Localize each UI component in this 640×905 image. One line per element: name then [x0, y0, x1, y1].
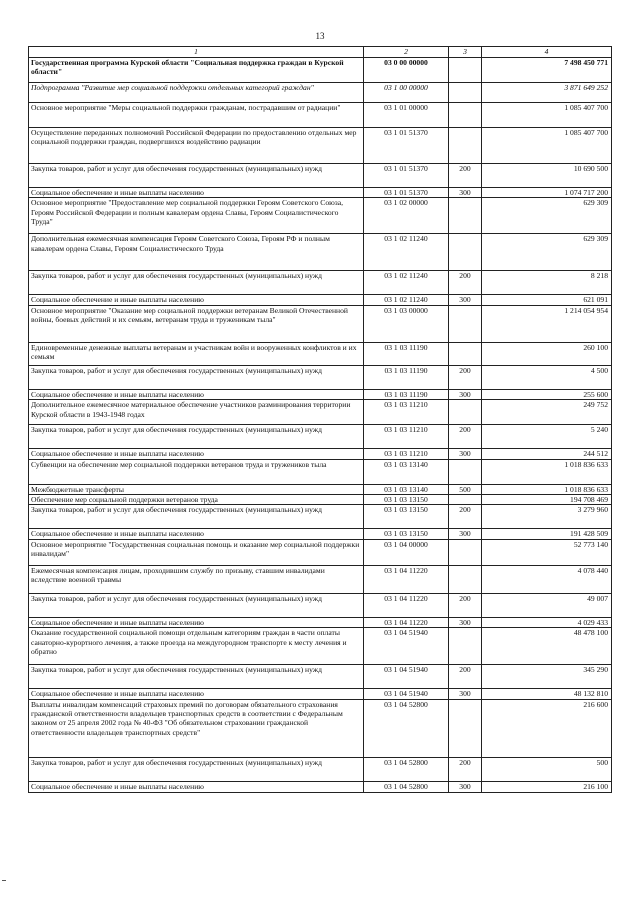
row-name-cell: Субвенции на обеспечение мер социальной поддержки ветеранов труда и тружеников тыла	[29, 459, 364, 484]
table-row	[29, 505, 612, 529]
table-row	[29, 529, 612, 539]
row-name-cell: Основное мероприятие "Меры социальной поддержки гражданам, пострадавшим от радиации"	[29, 103, 364, 128]
row-expense-type-cell	[449, 400, 482, 425]
row-amount-cell: 48 132 810	[482, 689, 612, 699]
row-expense-type-cell: 300	[449, 188, 482, 198]
row-amount-cell: 52 773 140	[482, 539, 612, 565]
row-name-cell: Закупка товаров, работ и услуг для обеспечения государственных (муниципальных) нужд	[29, 593, 364, 617]
column-header: 2	[364, 47, 449, 58]
table-row	[29, 425, 612, 449]
row-expense-type-cell: 200	[449, 164, 482, 188]
row-name-cell: Выплаты инвалидам компенсаций страховых премий по договорам обязательного страхования гражданской ответственности владельцев транспортных средств в соответствии с Федеральным законом от 25 апреля 2002 года № 40-ФЗ "Об обязательном страховании гражданской ответственности владельцев транспортных средств"	[29, 699, 364, 757]
row-amount-cell: 4 078 440	[482, 565, 612, 593]
row-code-cell: 03 1 02 11240	[364, 271, 449, 295]
row-amount-cell: 7 498 450 771	[482, 58, 612, 83]
row-amount-cell: 255 600	[482, 389, 612, 399]
row-amount-cell: 5 240	[482, 425, 612, 449]
row-amount-cell: 1 085 407 700	[482, 128, 612, 164]
row-amount-cell: 194 708 469	[482, 495, 612, 505]
row-code-cell: 03 1 03 11190	[364, 342, 449, 365]
row-amount-cell: 8 218	[482, 271, 612, 295]
row-expense-type-cell	[449, 342, 482, 365]
row-name-cell: Ежемесячная компенсация лицам, проходившим службу по призыву, ставшим инвалидами вследствие военной травмы	[29, 565, 364, 593]
row-expense-type-cell	[449, 565, 482, 593]
row-expense-type-cell: 200	[449, 665, 482, 689]
row-amount-cell: 1 074 717 200	[482, 188, 612, 198]
row-code-cell: 03 1 04 11220	[364, 617, 449, 627]
table-row	[29, 188, 612, 198]
row-name-cell: Основное мероприятие "Государственная социальная помощь и оказание мер социальной поддержки инвалидам"	[29, 539, 364, 565]
row-amount-cell: 260 100	[482, 342, 612, 365]
row-name-cell: Дополнительная ежемесячная компенсация Героям Советского Союза, Героям РФ и полным кавалерам ордена Славы, Героям Социалистического Труда	[29, 234, 364, 271]
row-code-cell: 03 1 02 11240	[364, 295, 449, 305]
row-expense-type-cell: 200	[449, 365, 482, 389]
row-name-cell: Единовременные денежные выплаты ветеранам и участникам войн и вооруженных конфликтов и их семьям	[29, 342, 364, 365]
table-row	[29, 539, 612, 565]
row-amount-cell: 1 214 054 954	[482, 305, 612, 342]
row-amount-cell: 1 018 836 633	[482, 484, 612, 494]
row-expense-type-cell	[449, 128, 482, 164]
column-header: 3	[449, 47, 482, 58]
row-code-cell: 03 1 03 11190	[364, 365, 449, 389]
table-row	[29, 699, 612, 757]
table-row	[29, 665, 612, 689]
row-code-cell: 03 1 03 11190	[364, 389, 449, 399]
scan-margin-mark	[2, 880, 6, 881]
row-expense-type-cell: 200	[449, 425, 482, 449]
row-expense-type-cell: 200	[449, 593, 482, 617]
row-amount-cell: 629 309	[482, 198, 612, 234]
row-expense-type-cell: 300	[449, 781, 482, 792]
row-name-cell: Закупка товаров, работ и услуг для обеспечения государственных (муниципальных) нужд	[29, 164, 364, 188]
table-row	[29, 198, 612, 234]
row-code-cell: 03 1 03 13150	[364, 529, 449, 539]
row-code-cell: 03 1 01 00000	[364, 103, 449, 128]
row-amount-cell: 216 600	[482, 699, 612, 757]
row-name-cell: Межбюджетные трансферты	[29, 484, 364, 494]
row-amount-cell: 216 100	[482, 781, 612, 792]
table-row	[29, 365, 612, 389]
row-amount-cell: 244 512	[482, 449, 612, 459]
row-name-cell: Оказание государственной социальной помощи отдельным категориям граждан в части оплаты санаторно-курортного лечения, а также проезда на междугородном транспорте к месту лечения и обратно	[29, 628, 364, 665]
row-amount-cell: 621 091	[482, 295, 612, 305]
table-row	[29, 295, 612, 305]
row-code-cell: 03 1 03 11210	[364, 449, 449, 459]
table-row	[29, 781, 612, 792]
row-name-cell: Закупка товаров, работ и услуг для обеспечения государственных (муниципальных) нужд	[29, 271, 364, 295]
row-code-cell: 03 1 00 00000	[364, 83, 449, 103]
row-code-cell: 03 1 04 51940	[364, 665, 449, 689]
row-amount-cell: 345 290	[482, 665, 612, 689]
table-row	[29, 103, 612, 128]
table-row	[29, 449, 612, 459]
row-name-cell: Подпрограмма "Развитие мер социальной поддержки отдельных категорий граждан"	[29, 83, 364, 103]
row-expense-type-cell	[449, 699, 482, 757]
row-name-cell: Закупка товаров, работ и услуг для обеспечения государственных (муниципальных) нужд	[29, 425, 364, 449]
row-code-cell: 03 1 03 13140	[364, 484, 449, 494]
row-amount-cell: 629 309	[482, 234, 612, 271]
row-name-cell: Социальное обеспечение и иные выплаты населению	[29, 617, 364, 627]
row-name-cell: Социальное обеспечение и иные выплаты населению	[29, 295, 364, 305]
table-row	[29, 565, 612, 593]
row-code-cell: 03 1 04 52800	[364, 757, 449, 781]
table-row	[29, 459, 612, 484]
row-amount-cell: 48 478 100	[482, 628, 612, 665]
table-row	[29, 305, 612, 342]
row-expense-type-cell	[449, 103, 482, 128]
row-code-cell: 03 1 04 51940	[364, 689, 449, 699]
row-code-cell: 03 1 02 00000	[364, 198, 449, 234]
row-amount-cell: 4 029 433	[482, 617, 612, 627]
row-expense-type-cell: 300	[449, 529, 482, 539]
row-name-cell: Закупка товаров, работ и услуг для обеспечения государственных (муниципальных) нужд	[29, 365, 364, 389]
row-expense-type-cell: 300	[449, 295, 482, 305]
row-amount-cell: 49 007	[482, 593, 612, 617]
row-expense-type-cell	[449, 198, 482, 234]
row-name-cell: Основное мероприятие "Оказание мер социальной поддержки ветеранам Великой Отечественной войны, боевых действий и их семьям, ветеранам труда и труженикам тыла"	[29, 305, 364, 342]
table-row	[29, 342, 612, 365]
row-expense-type-cell	[449, 83, 482, 103]
row-amount-cell: 3 871 649 252	[482, 83, 612, 103]
row-expense-type-cell	[449, 628, 482, 665]
row-expense-type-cell: 300	[449, 689, 482, 699]
table-row	[29, 58, 612, 83]
row-expense-type-cell: 500	[449, 484, 482, 494]
table-row	[29, 593, 612, 617]
row-name-cell: Закупка товаров, работ и услуг для обеспечения государственных (муниципальных) нужд	[29, 665, 364, 689]
row-expense-type-cell: 300	[449, 449, 482, 459]
row-amount-cell: 191 428 509	[482, 529, 612, 539]
row-code-cell: 03 1 03 11210	[364, 425, 449, 449]
row-expense-type-cell	[449, 305, 482, 342]
row-name-cell: Социальное обеспечение и иные выплаты населению	[29, 689, 364, 699]
budget-table	[28, 46, 612, 793]
row-code-cell: 03 1 02 11240	[364, 234, 449, 271]
table-row	[29, 389, 612, 399]
row-name-cell: Дополнительное ежемесячное материальное обеспечение участников разминирования территории Курской области в 1943-1948 годах	[29, 400, 364, 425]
column-header: 4	[482, 47, 612, 58]
row-amount-cell: 500	[482, 757, 612, 781]
row-name-cell: Социальное обеспечение и иные выплаты населению	[29, 389, 364, 399]
row-expense-type-cell	[449, 58, 482, 83]
row-expense-type-cell	[449, 495, 482, 505]
row-expense-type-cell: 300	[449, 389, 482, 399]
table-row	[29, 400, 612, 425]
row-name-cell: Закупка товаров, работ и услуг для обеспечения государственных (муниципальных) нужд	[29, 757, 364, 781]
row-code-cell: 03 0 00 00000	[364, 58, 449, 83]
page-number: 13	[315, 31, 325, 41]
row-expense-type-cell: 200	[449, 757, 482, 781]
row-code-cell: 03 1 01 51370	[364, 128, 449, 164]
table-row	[29, 234, 612, 271]
row-code-cell: 03 1 01 51370	[364, 188, 449, 198]
row-amount-cell: 249 752	[482, 400, 612, 425]
row-code-cell: 03 1 04 52800	[364, 781, 449, 792]
row-code-cell: 03 1 03 13150	[364, 505, 449, 529]
row-expense-type-cell	[449, 234, 482, 271]
row-name-cell: Социальное обеспечение и иные выплаты населению	[29, 449, 364, 459]
row-name-cell: Основное мероприятие "Предоставление мер социальной поддержки Героям Советского Союза, Героям Российской Федерации и полным кавалерам ордена Славы, Героям Социалистического Труда"	[29, 198, 364, 234]
row-expense-type-cell	[449, 459, 482, 484]
row-amount-cell: 1 018 836 633	[482, 459, 612, 484]
row-code-cell: 03 1 03 13150	[364, 495, 449, 505]
row-name-cell: Социальное обеспечение и иные выплаты населению	[29, 188, 364, 198]
row-amount-cell: 1 085 407 700	[482, 103, 612, 128]
column-header: 1	[29, 47, 364, 58]
row-code-cell: 03 1 03 00000	[364, 305, 449, 342]
row-code-cell: 03 1 04 00000	[364, 539, 449, 565]
table-row	[29, 617, 612, 627]
row-code-cell: 03 1 04 52800	[364, 699, 449, 757]
row-amount-cell: 10 690 500	[482, 164, 612, 188]
row-code-cell: 03 1 04 11220	[364, 593, 449, 617]
table-row	[29, 271, 612, 295]
row-amount-cell: 4 500	[482, 365, 612, 389]
table-header-row	[29, 47, 612, 58]
table-row	[29, 628, 612, 665]
table-row	[29, 83, 612, 103]
table-row	[29, 128, 612, 164]
row-amount-cell: 3 279 960	[482, 505, 612, 529]
row-name-cell: Социальное обеспечение и иные выплаты населению	[29, 781, 364, 792]
row-code-cell: 03 1 01 51370	[364, 164, 449, 188]
row-name-cell: Социальное обеспечение и иные выплаты населению	[29, 529, 364, 539]
row-expense-type-cell: 200	[449, 505, 482, 529]
row-expense-type-cell: 200	[449, 271, 482, 295]
row-code-cell: 03 1 03 11210	[364, 400, 449, 425]
row-name-cell: Осуществление переданных полномочий Российской Федерации по предоставлению отдельных мер социальной поддержки граждан, подвергшихся воздействию радиации	[29, 128, 364, 164]
table-row	[29, 495, 612, 505]
row-name-cell: Обеспечение мер социальной поддержки ветеранов труда	[29, 495, 364, 505]
row-code-cell: 03 1 04 51940	[364, 628, 449, 665]
row-code-cell: 03 1 04 11220	[364, 565, 449, 593]
row-expense-type-cell	[449, 539, 482, 565]
table-row	[29, 164, 612, 188]
row-expense-type-cell: 300	[449, 617, 482, 627]
table-row	[29, 689, 612, 699]
row-name-cell: Государственная программа Курской области "Социальная поддержка граждан в Курской области"	[29, 58, 364, 83]
row-name-cell: Закупка товаров, работ и услуг для обеспечения государственных (муниципальных) нужд	[29, 505, 364, 529]
row-code-cell: 03 1 03 13140	[364, 459, 449, 484]
table-row	[29, 757, 612, 781]
table-row	[29, 484, 612, 494]
